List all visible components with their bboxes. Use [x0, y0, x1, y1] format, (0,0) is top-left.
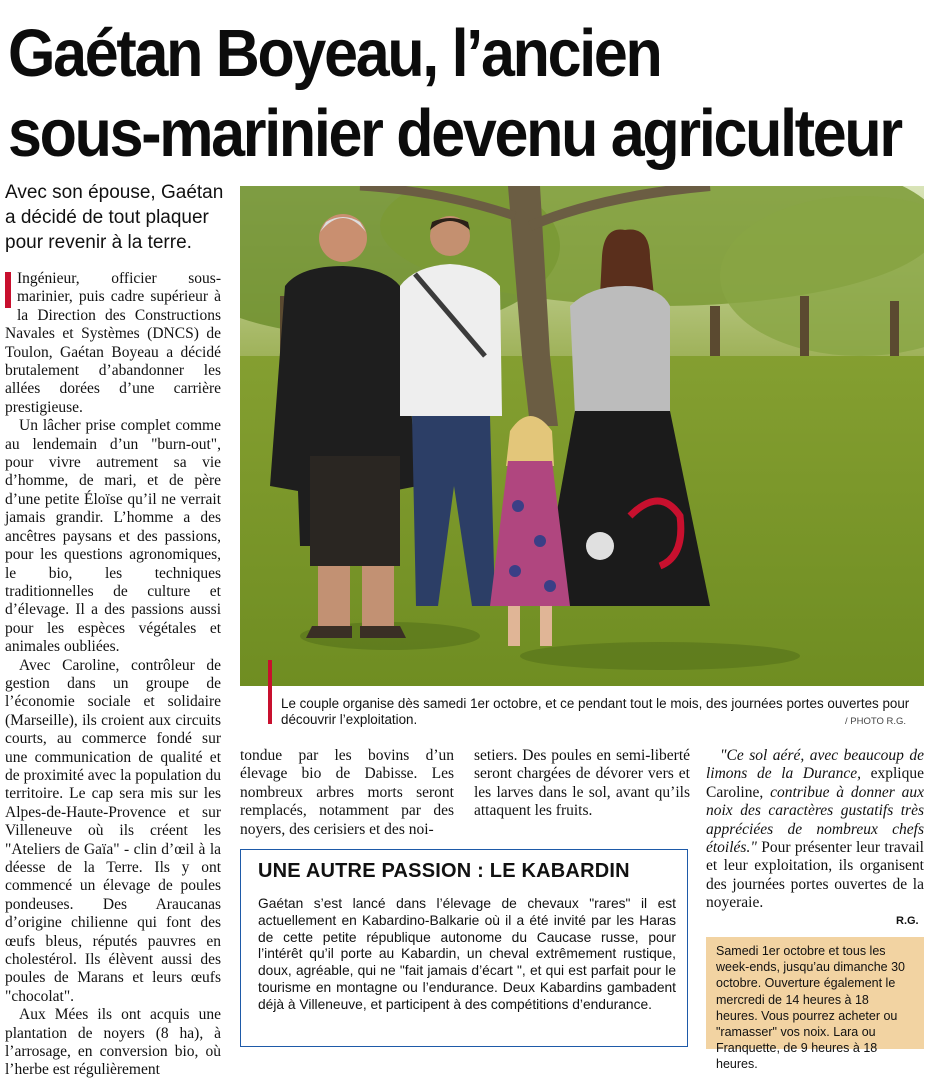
quote-attribution: explique Caroline,: [706, 765, 924, 801]
orchard-family-photo: [240, 186, 924, 686]
author-signature: R.G.: [896, 915, 919, 927]
sidebar-text: Gaétan s’est lancé dans l’élevage de chevaux "rares" il est actuellement en Kabardino-Balkarie où il a été invité par les Haras de cette petite république autonome du Caucase russe, pour l’intérêt qu’il porte au Kabardin, un cheval extrêmement rustique, doux, agréable, qui ne "fait jamais d’écart ", et qui est parfait pour le tourisme en montagne ou l’endurance. Deux Kabardins gambadent déjà à Villeneuve, et participent à des compétitions d’endurance.: [258, 896, 676, 1012]
headline-line-2: sous-marinier devenu agriculteur: [8, 96, 901, 171]
article-column-3: [474, 747, 690, 821]
quote-part-1: "Ce sol aéré, avec beaucoup de limons de la Durance,: [706, 747, 924, 783]
column-4-rest: Pour présenter leur travail et leur exploitation, ils organisent des journées portes ouvertes de la noyeraie.: [706, 839, 924, 912]
caption-accent-bar: [268, 660, 272, 724]
column-2-text: tondue par les bovins d’un élevage bio de Dabisse. Les nombreux arbres morts seront remplacés, notamment par des noyers, des cerisiers et des noi-: [240, 747, 454, 838]
headline-line-1: Gaétan Boyeau, l’ancien: [8, 16, 661, 91]
paragraph-2: Un lâcher prise complet comme au lendemain d’un "burn-out", pour vivre autrement sa vie d’homme, de mari, et de père d’une petite Éloïse qu’il ne verrait jamais grandir. L’homme a des ancêtres paysans et des passions, pour les questions agronomiques, le bio, les techniques traditionnelles de culture et d’élevage. Il a des passions aussi pour les espèces végétales et animales oubliées.: [5, 417, 221, 656]
drop-marker: [5, 272, 11, 308]
quote-part-2: contribue à donner aux noix des caractères gustatifs très appréciées de nombreux chefs étoilés.": [706, 783, 924, 857]
column-3-text: setiers. Des poules en semi-liberté seront chargées de dévorer vers et les larves dans le sol, avant qu’ils attaquent les fruits.: [474, 747, 690, 820]
info-box: [706, 937, 924, 1072]
photo-caption: Le couple organise dès samedi 1er octobre, et ce pendant tout le mois, des journées portes ouvertes pour découvrir l’exploitation.: [281, 696, 910, 727]
sidebar-title: UNE AUTRE PASSION : LE KABARDIN: [258, 860, 630, 882]
paragraph-3: Avec Caroline, contrôleur de gestion dans un groupe de l’économie sociale et solidaire (Marseille), ils croient aux circuits courts, au commerce fondé sur une communication de qualité et de proximité avec la population du territoire. Le cap sera mis sur les Alpes-de-Haute-Provence et sur Villeneuve où ils créent les "Ateliers de Gaïa" - clin d’œil à la déesse de la Terre. Ils y ont commencé un élevage de poules pondeuses. Des Araucanas d’origine chilienne qui font des œufs bleus, réputés pauvres en cholestérol. Ils élèvent aussi des poules de Marans et leurs œufs "chocolat".: [5, 656, 221, 1005]
info-box-text: Samedi 1er octobre et tous les week-ends, jusqu’au dimanche 30 octobre. Ouverture également le mercredi de 14 heures à 18 heures. Vous pourrez acheter ou "ramasser" vos noix. Lara ou Franquette, de 9 heures à 18 heures.: [716, 944, 906, 1072]
article-photo: [240, 186, 924, 686]
article-column-1: [5, 270, 221, 1080]
deck: Avec son épouse, Gaétan a décidé de tout plaquer pour revenir à la terre.: [5, 182, 224, 253]
headline: [8, 14, 901, 174]
paragraph-1: Ingénieur, officier sous-marinier, puis cadre supérieur à la Direction des Constructions Navales et Systèmes (DNCS) de Toulon, Gaétan Boyeau a décidé brutalement d’abandonner les allées dorées d’une carrière prestigieuse.: [5, 270, 221, 416]
paragraph-4: Aux Mées ils ont acquis une plantation de noyers (8 ha), à l’arrosage, en conversion bio, où l’herbe est régulièrement: [5, 1006, 221, 1079]
article-column-2: [240, 747, 454, 839]
photo-credit: / PHOTO R.G.: [845, 716, 907, 727]
article-column-4: [706, 747, 924, 913]
